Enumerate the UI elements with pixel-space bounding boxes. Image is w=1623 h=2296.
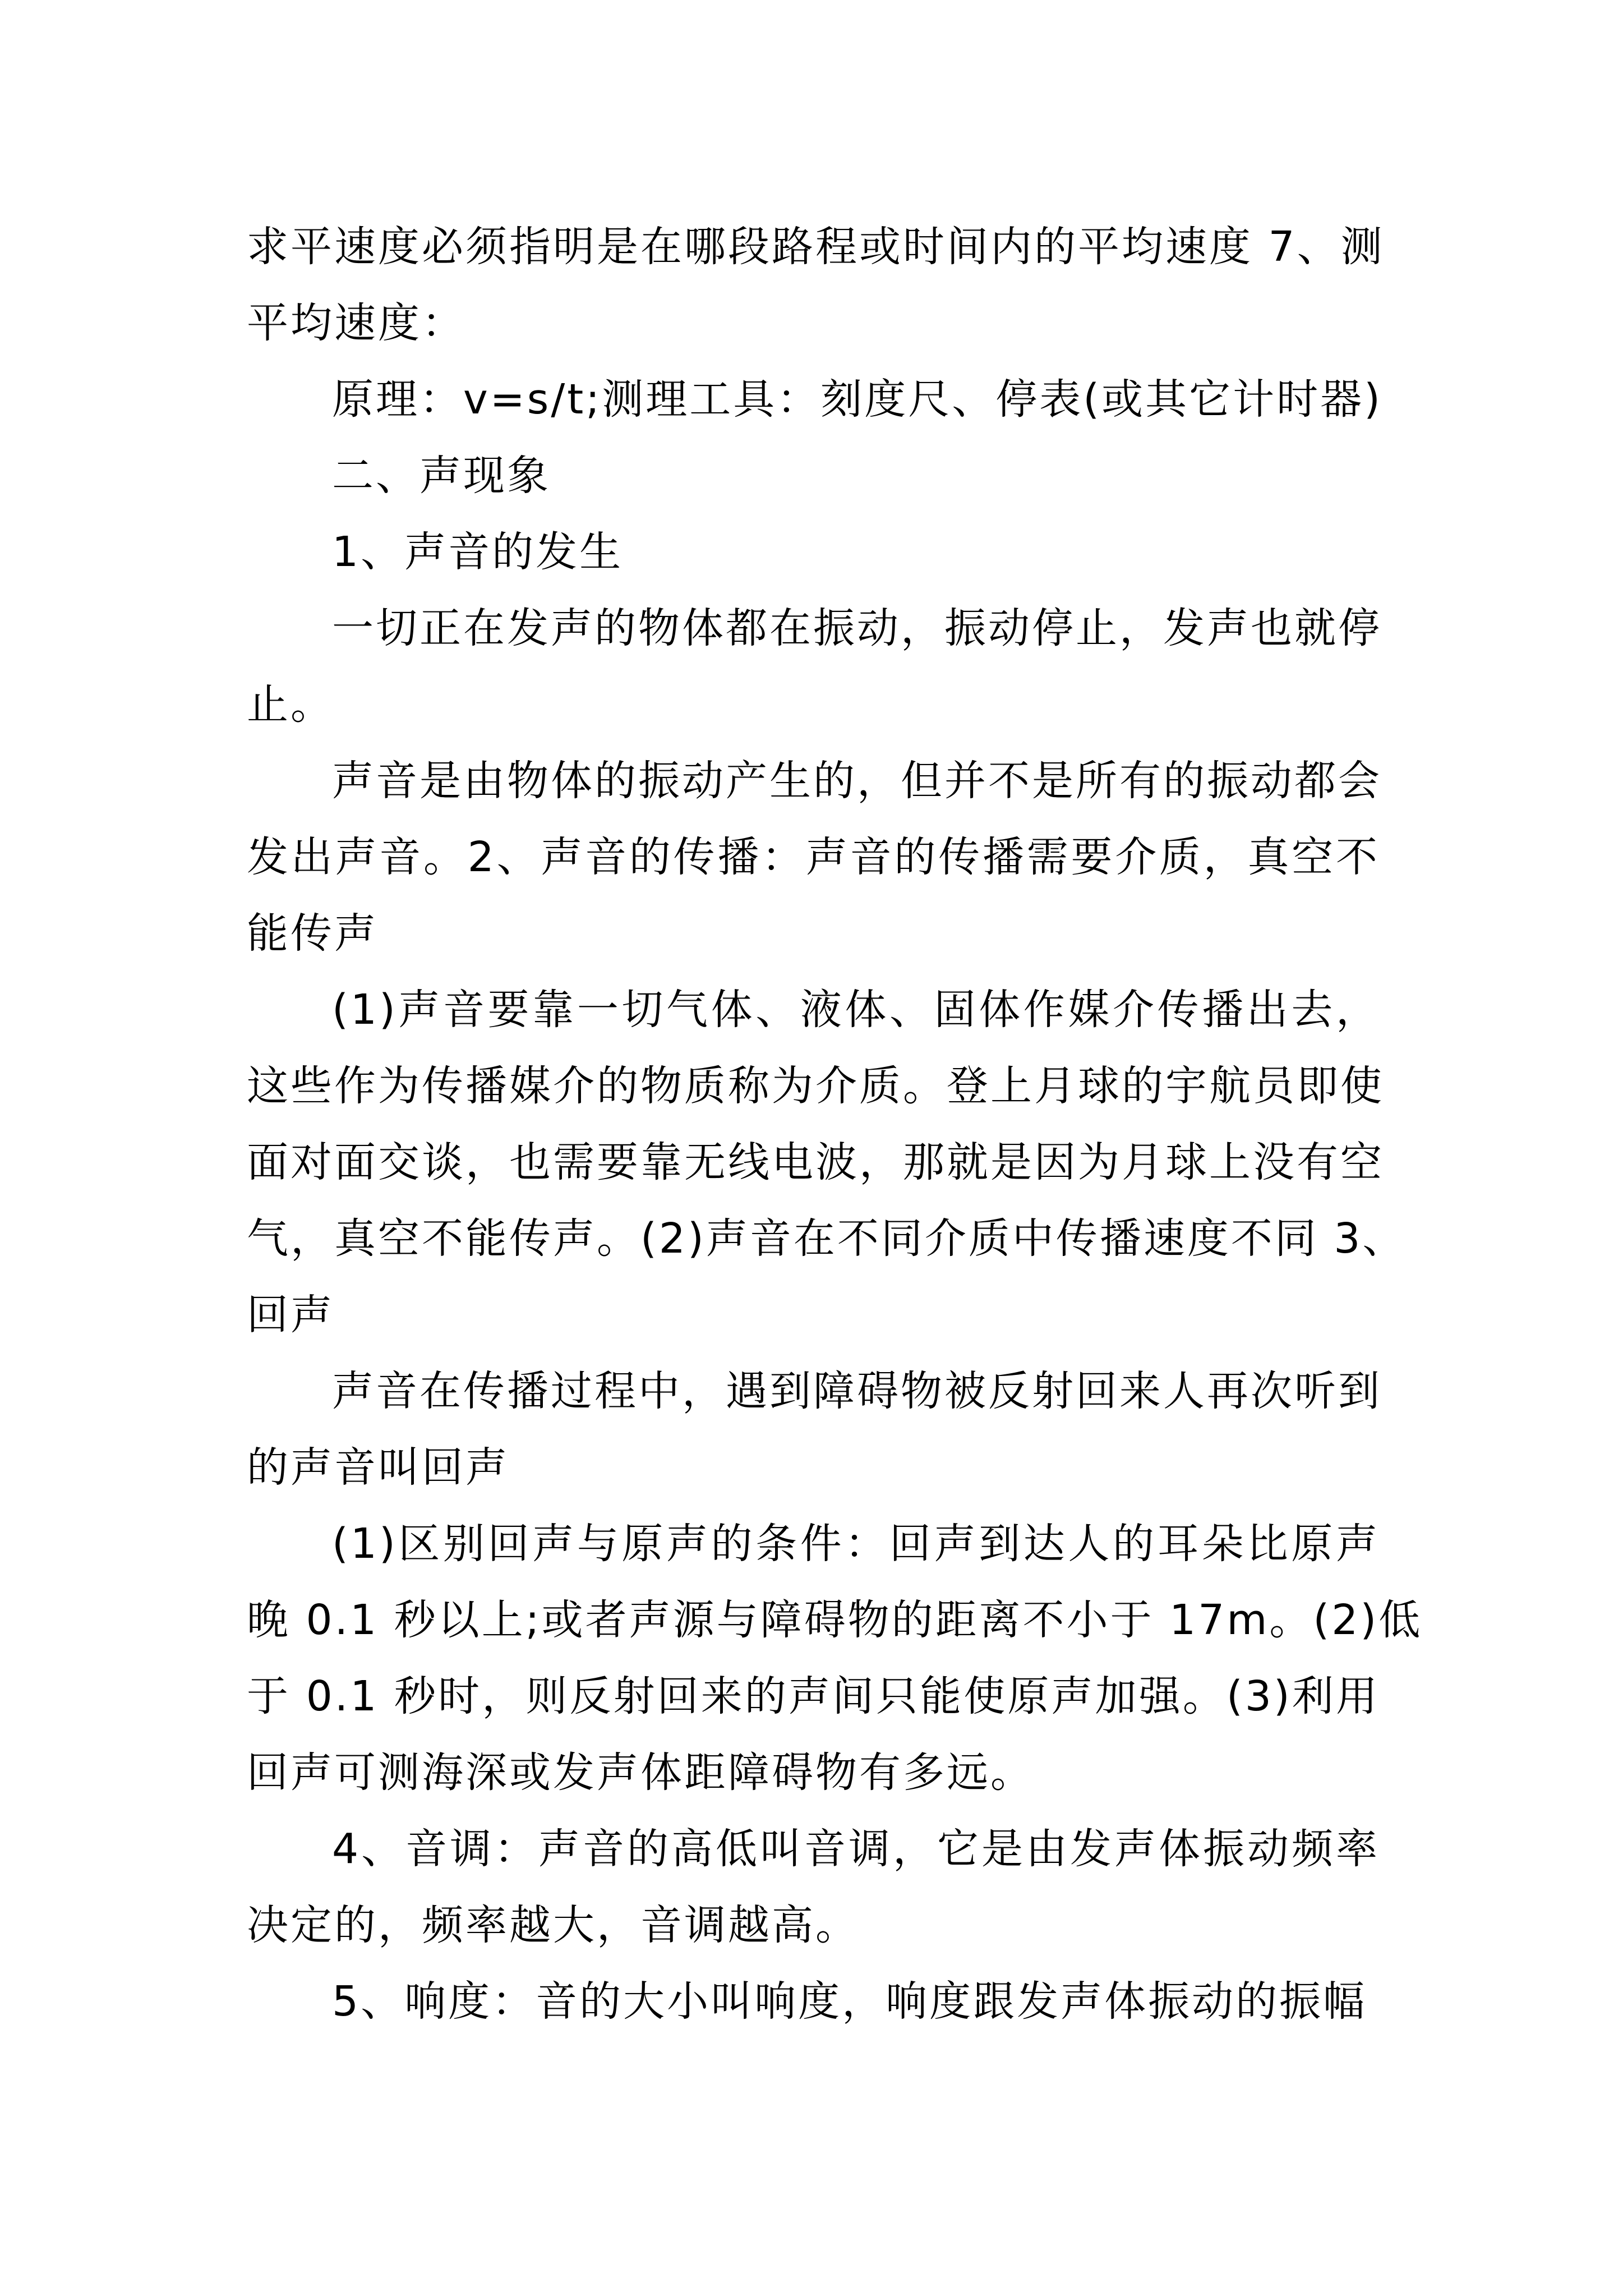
text-line: 声音在传播过程中，遇到障碍物被反射回来人再次听到: [332, 1367, 1382, 1415]
paragraph: [247, 438, 1380, 514]
text-line: 声音是由物体的振动产生的，但并不是所有的振动都会: [332, 757, 1382, 805]
text-line: 5、响度：音的大小叫响度，响度跟发声体振动的振幅: [332, 1977, 1367, 2026]
text-line: 原理：v=s/t;测理工具：刻度尺、停表(或其它计时器): [332, 375, 1382, 424]
paragraph: [247, 1963, 1380, 2040]
text-line: 发出声音。2、声音的传播：声音的传播需要介质，真空不: [247, 833, 1380, 881]
paragraph: [247, 590, 1380, 743]
paragraph: [247, 743, 1380, 972]
paragraph: [247, 209, 1385, 361]
text-line: 止。: [247, 680, 334, 729]
paragraph: [247, 1506, 1423, 1811]
paragraph: [247, 972, 1407, 1353]
text-line: 4、音调：声音的高低叫音调，它是由发声体振动频率: [332, 1825, 1380, 1873]
text-line: 回声: [247, 1291, 334, 1339]
document-body: [247, 209, 1423, 2040]
paragraph: [247, 1353, 1380, 1506]
text-line: 回声可测海深或发声体距障碍物有多远。: [247, 1749, 1034, 1797]
text-line: 的声音叫回声: [247, 1443, 509, 1492]
text-line: 气，真空不能传声。(2)声音在不同介质中传播速度不同 3、: [247, 1214, 1407, 1263]
text-line: 1、声音的发生: [332, 528, 624, 576]
paragraph: [247, 361, 1380, 438]
paragraph: [247, 514, 1380, 590]
text-line: 这些作为传播媒介的物质称为介质。登上月球的宇航员即使: [247, 1062, 1384, 1110]
text-line: (1)区别回声与原声的条件：回声到达人的耳朵比原声: [332, 1520, 1380, 1568]
text-line: 于 0.1 秒时，则反射回来的声间只能使原声加强。(3)利用: [247, 1672, 1380, 1720]
text-line: 求平速度必须指明是在哪段路程或时间内的平均速度 7、测: [247, 223, 1385, 271]
text-line: 面对面交谈，也需要靠无线电波，那就是因为月球上没有空: [247, 1138, 1384, 1186]
text-line: 决定的，频率越大，音调越高。: [247, 1901, 859, 1949]
text-line: 一切正在发声的物体都在振动，振动停止，发声也就停: [332, 604, 1382, 652]
text-line: (1)声音要靠一切气体、液体、固体作媒介传播出去，: [332, 986, 1380, 1034]
paragraph: [247, 1811, 1380, 1963]
text-line: 平均速度：: [247, 299, 465, 347]
text-line: 二、声现象: [332, 452, 551, 500]
text-line: 能传声: [247, 909, 378, 958]
text-line: 晚 0.1 秒以上;或者声源与障碍物的距离不小于 17m。(2)低: [247, 1596, 1423, 1644]
